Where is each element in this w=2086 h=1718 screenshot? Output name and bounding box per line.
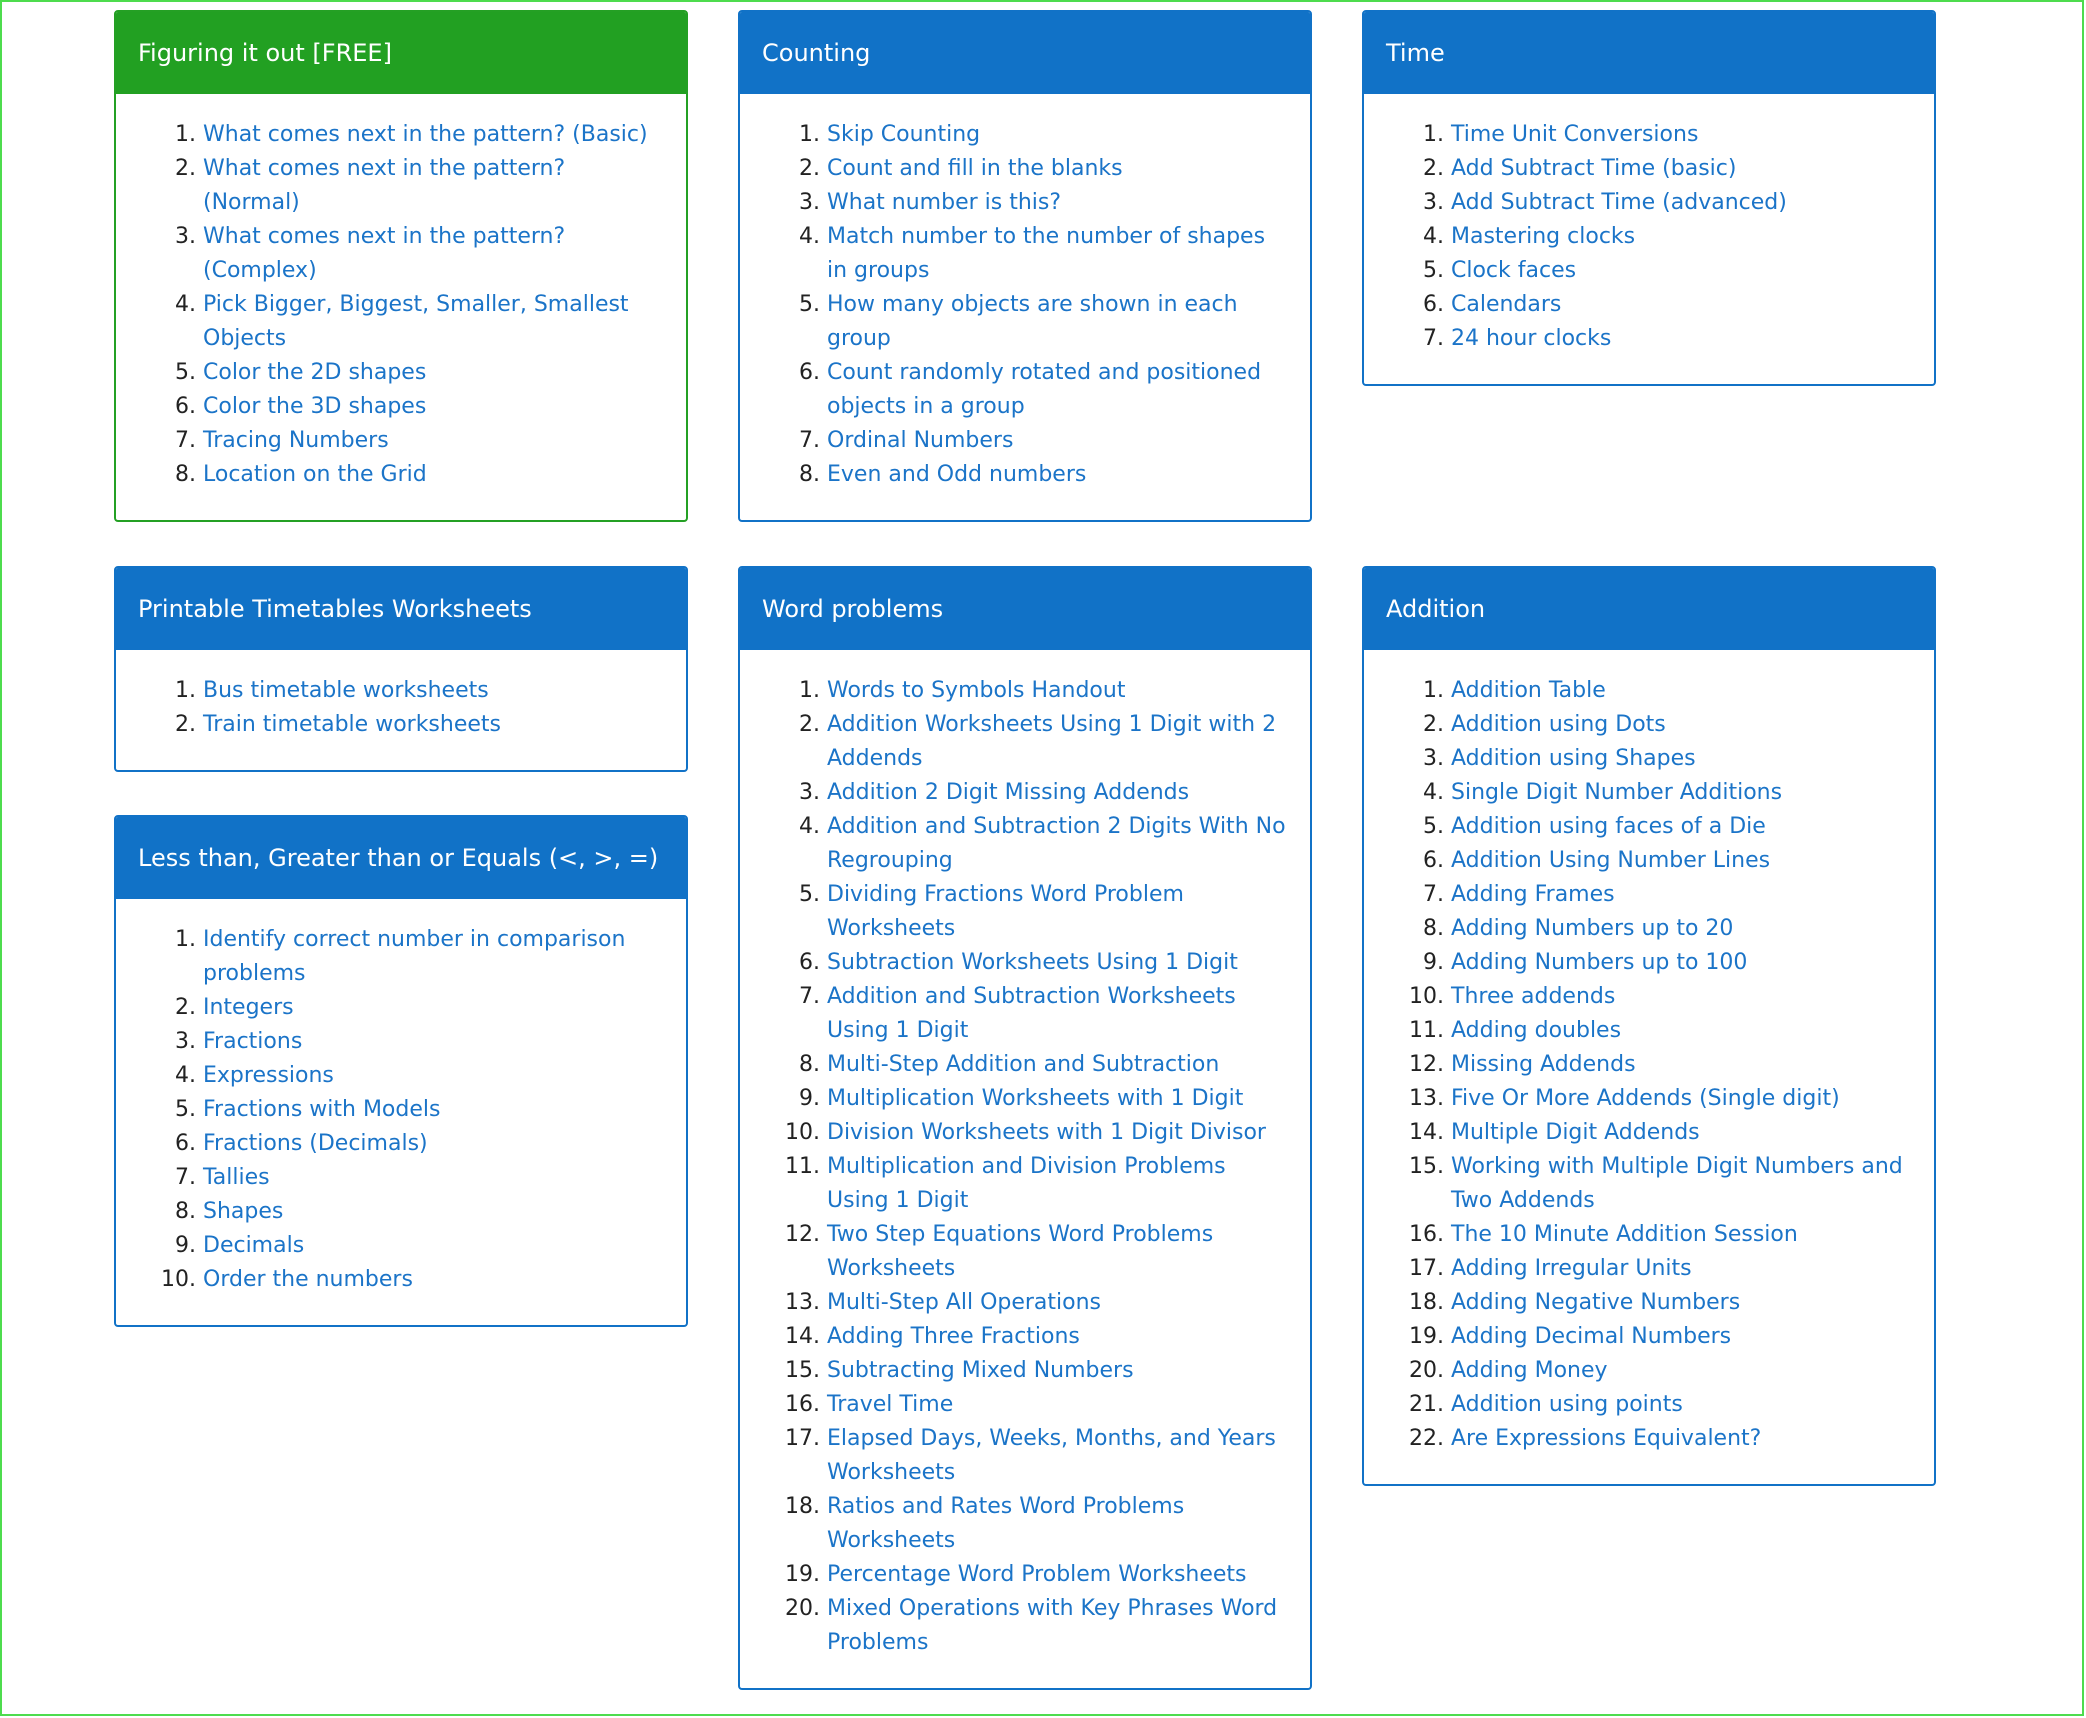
list-item-number: 7.	[175, 1165, 196, 1190]
list-item	[740, 1150, 1290, 1218]
worksheet-link[interactable]: 24 hour clocks	[1451, 326, 1612, 351]
worksheet-link[interactable]: What number is this?	[827, 190, 1062, 215]
worksheet-link[interactable]: Single Digit Number Additions	[1451, 780, 1783, 805]
worksheet-link[interactable]: Identify correct number in comparison problems	[203, 927, 626, 986]
worksheet-link[interactable]: Addition Using Number Lines	[1451, 848, 1771, 873]
list-item-number: 9.	[799, 1086, 820, 1111]
list-item	[740, 980, 1290, 1048]
list-item-number: 2.	[1423, 712, 1444, 737]
list-item	[1364, 1014, 1914, 1048]
list-item-number: 16.	[785, 1392, 820, 1417]
list-item	[116, 390, 666, 424]
worksheet-link[interactable]: Adding doubles	[1451, 1018, 1622, 1043]
list-item	[116, 1229, 666, 1263]
list-item-number: 2.	[1423, 156, 1444, 181]
list-item	[740, 424, 1290, 458]
worksheet-link[interactable]: Expressions	[203, 1063, 334, 1088]
list-item	[1364, 742, 1914, 776]
worksheet-link[interactable]: Adding Numbers up to 20	[1451, 916, 1734, 941]
list-item-number: 17.	[785, 1426, 820, 1451]
list-item-number: 4.	[1423, 780, 1444, 805]
worksheet-link[interactable]: Three addends	[1451, 984, 1616, 1009]
list-item	[116, 1025, 666, 1059]
list-item	[116, 708, 666, 742]
worksheet-link[interactable]: Adding Irregular Units	[1451, 1256, 1692, 1281]
list-item-number: 8.	[175, 1199, 196, 1224]
list-item	[740, 1388, 1290, 1422]
list-item	[1364, 1286, 1914, 1320]
list-item-number: 16.	[1409, 1222, 1444, 1247]
card-addition	[1362, 566, 1936, 1486]
list-item-number: 14.	[1409, 1120, 1444, 1145]
worksheet-link[interactable]: Count randomly rotated and positioned objects in a group	[827, 360, 1262, 419]
list-item-number: 1.	[1423, 122, 1444, 147]
worksheet-link[interactable]: Working with Multiple Digit Numbers and Two Addends	[1451, 1154, 1903, 1213]
list-item-number: 7.	[1423, 882, 1444, 907]
list-item-number: 6.	[799, 950, 820, 975]
list-item	[1364, 1388, 1914, 1422]
worksheet-link[interactable]: Five Or More Addends (Single digit)	[1451, 1086, 1840, 1111]
worksheet-link[interactable]: Addition using faces of a Die	[1451, 814, 1766, 839]
list-item-number: 9.	[175, 1233, 196, 1258]
list-item	[740, 1320, 1290, 1354]
worksheet-link[interactable]: Fractions	[203, 1029, 303, 1054]
list-item	[116, 288, 666, 356]
list-item-number: 10.	[785, 1120, 820, 1145]
worksheet-link[interactable]: Fractions (Decimals)	[203, 1131, 428, 1156]
list-item	[740, 878, 1290, 946]
worksheet-link[interactable]: Subtraction Worksheets Using 1 Digit	[827, 950, 1238, 975]
list-item	[740, 288, 1290, 356]
list-item	[740, 708, 1290, 776]
list-item	[740, 118, 1290, 152]
list-item	[1364, 878, 1914, 912]
worksheet-link[interactable]: Dividing Fractions Word Problem Worksheets	[827, 882, 1184, 941]
list-item	[116, 923, 666, 991]
list-item-number: 1.	[175, 678, 196, 703]
worksheet-link[interactable]: Skip Counting	[827, 122, 981, 147]
list-item	[740, 1082, 1290, 1116]
list-item-number: 12.	[785, 1222, 820, 1247]
list-item-number: 9.	[1423, 950, 1444, 975]
list-item-number: 19.	[1409, 1324, 1444, 1349]
list-item	[740, 1592, 1290, 1660]
worksheet-link[interactable]: Multiplication Worksheets with 1 Digit	[827, 1086, 1244, 1111]
list-item-number: 19.	[785, 1562, 820, 1587]
list-item-number: 1.	[175, 122, 196, 147]
list-item	[740, 1558, 1290, 1592]
list-item-number: 4.	[799, 224, 820, 249]
card-item-list	[116, 118, 666, 492]
worksheet-link[interactable]: Order the numbers	[203, 1267, 413, 1292]
list-item	[1364, 980, 1914, 1014]
worksheet-link[interactable]: Two Step Equations Word Problems Worksheets	[827, 1222, 1214, 1281]
list-item	[740, 1422, 1290, 1490]
list-item	[116, 1059, 666, 1093]
card-item-list	[740, 118, 1290, 492]
list-item-number: 20.	[785, 1596, 820, 1621]
list-item-number: 13.	[1409, 1086, 1444, 1111]
list-item	[116, 1161, 666, 1195]
worksheet-link[interactable]: Mixed Operations with Key Phrases Word Problems	[827, 1596, 1278, 1655]
list-item-number: 5.	[175, 360, 196, 385]
list-item-number: 3.	[175, 224, 196, 249]
worksheet-link[interactable]: Adding Negative Numbers	[1451, 1290, 1741, 1315]
list-item-number: 6.	[799, 360, 820, 385]
list-item-number: 4.	[175, 1063, 196, 1088]
card-comparison	[114, 815, 688, 1327]
worksheet-link[interactable]: What comes next in the pattern? (Basic)	[203, 122, 648, 147]
worksheet-link[interactable]: Even and Odd numbers	[827, 462, 1087, 487]
worksheet-link[interactable]: Addition using points	[1451, 1392, 1683, 1417]
list-item	[740, 152, 1290, 186]
worksheet-link[interactable]: Color the 2D shapes	[203, 360, 427, 385]
list-item	[1364, 152, 1914, 186]
list-item	[740, 674, 1290, 708]
list-item-number: 2.	[175, 712, 196, 737]
worksheet-link[interactable]: Percentage Word Problem Worksheets	[827, 1562, 1247, 1587]
worksheet-link[interactable]: Tallies	[203, 1165, 270, 1190]
list-item	[116, 1263, 666, 1297]
list-item-number: 8.	[799, 1052, 820, 1077]
card-item-list	[1364, 118, 1914, 356]
list-item	[1364, 1116, 1914, 1150]
list-item-number: 5.	[1423, 258, 1444, 283]
list-item	[1364, 776, 1914, 810]
list-item-number: 5.	[799, 882, 820, 907]
card-item-list	[116, 923, 666, 1297]
list-item	[740, 1490, 1290, 1558]
list-item-number: 18.	[785, 1494, 820, 1519]
worksheet-link[interactable]: Multi-Step All Operations	[827, 1290, 1102, 1315]
list-item-number: 4.	[1423, 224, 1444, 249]
list-item	[116, 424, 666, 458]
list-item	[116, 1093, 666, 1127]
worksheet-link[interactable]: Elapsed Days, Weeks, Months, and Years Worksheets	[827, 1426, 1276, 1485]
list-item-number: 4.	[799, 814, 820, 839]
card-item-list	[116, 674, 666, 742]
worksheet-link[interactable]: Shapes	[203, 1199, 284, 1224]
card-title: Word problems	[740, 568, 1310, 650]
list-item-number: 3.	[1423, 190, 1444, 215]
list-item	[1364, 810, 1914, 844]
card-title: Printable Timetables Worksheets	[116, 568, 686, 650]
list-item	[740, 220, 1290, 288]
list-item	[1364, 1252, 1914, 1286]
list-item	[116, 152, 666, 220]
list-item-number: 10.	[161, 1267, 196, 1292]
worksheet-link[interactable]: Subtracting Mixed Numbers	[827, 1358, 1134, 1383]
worksheet-link[interactable]: Adding Numbers up to 100	[1451, 950, 1748, 975]
list-item	[740, 946, 1290, 980]
card-item-list	[740, 674, 1290, 1660]
list-item-number: 3.	[799, 190, 820, 215]
list-item	[116, 1195, 666, 1229]
card-title: Time	[1364, 12, 1934, 94]
worksheet-link[interactable]: Mastering clocks	[1451, 224, 1636, 249]
list-item-number: 3.	[799, 780, 820, 805]
list-item	[1364, 220, 1914, 254]
list-item	[116, 991, 666, 1025]
list-item-number: 7.	[1423, 326, 1444, 351]
list-item-number: 3.	[175, 1029, 196, 1054]
worksheet-link[interactable]: Decimals	[203, 1233, 305, 1258]
list-item-number: 2.	[175, 156, 196, 181]
worksheet-link[interactable]: Multiplication and Division Problems Using 1 Digit	[827, 1154, 1226, 1213]
list-item	[1364, 288, 1914, 322]
worksheet-link[interactable]: Adding Decimal Numbers	[1451, 1324, 1732, 1349]
worksheet-link[interactable]: Division Worksheets with 1 Digit Divisor	[827, 1120, 1266, 1145]
list-item-number: 5.	[175, 1097, 196, 1122]
worksheet-link[interactable]: How many objects are shown in each group	[827, 292, 1238, 351]
list-item	[116, 1127, 666, 1161]
worksheet-link[interactable]: Ordinal Numbers	[827, 428, 1014, 453]
list-item	[116, 118, 666, 152]
list-item-number: 20.	[1409, 1358, 1444, 1383]
worksheet-link[interactable]: Are Expressions Equivalent?	[1451, 1426, 1762, 1451]
card-timetables	[114, 566, 688, 772]
worksheet-link[interactable]: Add Subtract Time (advanced)	[1451, 190, 1787, 215]
list-item-number: 3.	[1423, 746, 1444, 771]
list-item-number: 5.	[1423, 814, 1444, 839]
list-item	[740, 1354, 1290, 1388]
list-item	[740, 458, 1290, 492]
list-item-number: 11.	[785, 1154, 820, 1179]
worksheet-link[interactable]: Addition using Dots	[1451, 712, 1666, 737]
list-item-number: 8.	[799, 462, 820, 487]
list-item	[1364, 708, 1914, 742]
list-item-number: 5.	[799, 292, 820, 317]
list-item-number: 1.	[799, 678, 820, 703]
list-item-number: 21.	[1409, 1392, 1444, 1417]
list-item	[740, 1218, 1290, 1286]
list-item-number: 15.	[785, 1358, 820, 1383]
card-item-list	[1364, 674, 1914, 1456]
list-item-number: 17.	[1409, 1256, 1444, 1281]
worksheet-link[interactable]: What comes next in the pattern? (Normal)	[203, 156, 566, 215]
card-counting	[738, 10, 1312, 522]
list-item	[116, 356, 666, 390]
list-item	[740, 1048, 1290, 1082]
list-item-number: 10.	[1409, 984, 1444, 1009]
worksheet-link[interactable]: Ratios and Rates Word Problems Worksheets	[827, 1494, 1185, 1553]
list-item	[1364, 844, 1914, 878]
list-item-number: 7.	[799, 428, 820, 453]
worksheet-link[interactable]: Fractions with Models	[203, 1097, 441, 1122]
worksheet-link[interactable]: The 10 Minute Addition Session	[1451, 1222, 1798, 1247]
worksheet-link[interactable]: Addition using Shapes	[1451, 746, 1696, 771]
worksheet-link[interactable]: Addition and Subtraction Worksheets Using 1 Digit	[827, 984, 1236, 1043]
list-item-number: 8.	[1423, 916, 1444, 941]
worksheet-link[interactable]: Words to Symbols Handout	[827, 678, 1126, 703]
list-item	[1364, 1354, 1914, 1388]
list-item	[116, 458, 666, 492]
list-item-number: 6.	[175, 1131, 196, 1156]
card-title: Figuring it out [FREE]	[116, 12, 686, 94]
list-item-number: 13.	[785, 1290, 820, 1315]
worksheet-link[interactable]: Count and fill in the blanks	[827, 156, 1123, 181]
worksheet-link[interactable]: Tracing Numbers	[203, 428, 389, 453]
list-item-number: 22.	[1409, 1426, 1444, 1451]
list-item-number: 2.	[175, 995, 196, 1020]
worksheet-link[interactable]: Addition 2 Digit Missing Addends	[827, 780, 1190, 805]
list-item	[740, 1116, 1290, 1150]
worksheet-link[interactable]: Color the 3D shapes	[203, 394, 427, 419]
worksheet-link[interactable]: Location on the Grid	[203, 462, 427, 487]
list-item	[740, 356, 1290, 424]
list-item-number: 7.	[799, 984, 820, 1009]
worksheet-link[interactable]: Train timetable worksheets	[203, 712, 501, 737]
worksheet-link[interactable]: Travel Time	[827, 1392, 954, 1417]
list-item	[1364, 946, 1914, 980]
list-item	[116, 220, 666, 288]
worksheet-link[interactable]: Integers	[203, 995, 294, 1020]
list-item	[740, 776, 1290, 810]
list-item	[1364, 1422, 1914, 1456]
worksheet-link[interactable]: Pick Bigger, Biggest, Smaller, Smallest Objects	[203, 292, 629, 351]
list-item-number: 18.	[1409, 1290, 1444, 1315]
worksheet-link[interactable]: Adding Money	[1451, 1358, 1608, 1383]
worksheet-link[interactable]: Multi-Step Addition and Subtraction	[827, 1052, 1220, 1077]
list-item-number: 6.	[1423, 292, 1444, 317]
list-item	[1364, 118, 1914, 152]
list-item	[1364, 912, 1914, 946]
list-item	[1364, 322, 1914, 356]
list-item-number: 7.	[175, 428, 196, 453]
card-word-problems	[738, 566, 1312, 1690]
card-time	[1362, 10, 1936, 386]
list-item	[740, 186, 1290, 220]
list-item	[740, 810, 1290, 878]
list-item-number: 4.	[175, 292, 196, 317]
worksheet-link[interactable]: Calendars	[1451, 292, 1562, 317]
worksheet-link[interactable]: Match number to the number of shapes in groups	[827, 224, 1266, 283]
worksheet-link[interactable]: Add Subtract Time (basic)	[1451, 156, 1737, 181]
list-item-number: 1.	[175, 927, 196, 952]
list-item-number: 6.	[175, 394, 196, 419]
list-item	[1364, 186, 1914, 220]
list-item-number: 2.	[799, 156, 820, 181]
worksheet-link[interactable]: Missing Addends	[1451, 1052, 1636, 1077]
list-item-number: 1.	[1423, 678, 1444, 703]
list-item-number: 11.	[1409, 1018, 1444, 1043]
card-figuring-it-out	[114, 10, 688, 522]
card-title: Counting	[740, 12, 1310, 94]
list-item	[116, 674, 666, 708]
card-title: Addition	[1364, 568, 1934, 650]
card-title: Less than, Greater than or Equals (<, >, =)	[116, 817, 686, 899]
worksheet-link[interactable]: Adding Three Fractions	[827, 1324, 1080, 1349]
worksheet-link[interactable]: Addition Worksheets Using 1 Digit with 2 Addends	[827, 712, 1277, 771]
list-item-number: 6.	[1423, 848, 1444, 873]
list-item-number: 8.	[175, 462, 196, 487]
worksheet-link[interactable]: Addition Table	[1451, 678, 1606, 703]
worksheet-link[interactable]: Addition and Subtraction 2 Digits With No Regrouping	[827, 814, 1286, 873]
worksheet-link[interactable]: Adding Frames	[1451, 882, 1615, 907]
list-item-number: 2.	[799, 712, 820, 737]
worksheet-link[interactable]: What comes next in the pattern? (Complex)	[203, 224, 566, 283]
list-item	[740, 1286, 1290, 1320]
list-item-number: 1.	[799, 122, 820, 147]
worksheet-link[interactable]: Time Unit Conversions	[1451, 122, 1699, 147]
list-item-number: 14.	[785, 1324, 820, 1349]
list-item	[1364, 1082, 1914, 1116]
worksheet-link[interactable]: Multiple Digit Addends	[1451, 1120, 1700, 1145]
list-item	[1364, 254, 1914, 288]
list-item	[1364, 674, 1914, 708]
list-item-number: 12.	[1409, 1052, 1444, 1077]
list-item	[1364, 1320, 1914, 1354]
list-item-number: 15.	[1409, 1154, 1444, 1179]
list-item	[1364, 1218, 1914, 1252]
worksheet-link[interactable]: Bus timetable worksheets	[203, 678, 489, 703]
list-item	[1364, 1048, 1914, 1082]
worksheet-link[interactable]: Clock faces	[1451, 258, 1577, 283]
list-item	[1364, 1150, 1914, 1218]
